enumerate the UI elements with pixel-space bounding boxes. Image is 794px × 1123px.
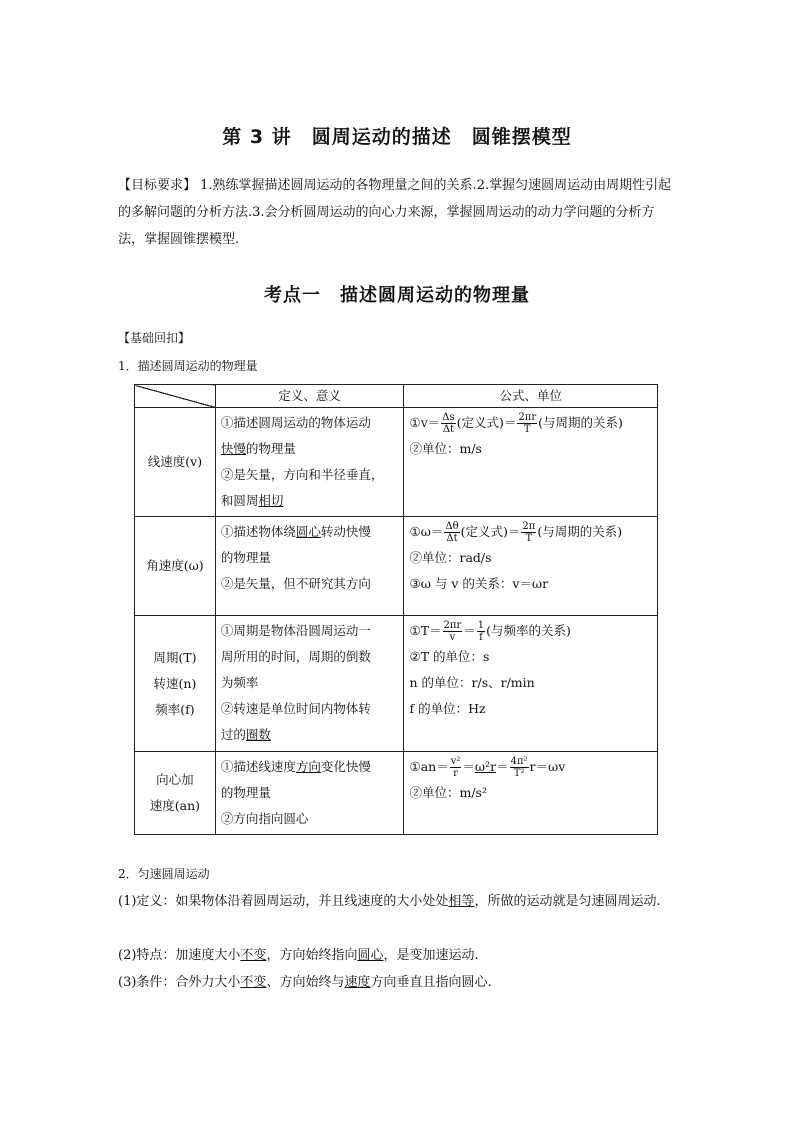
para-text: 方向垂直且指向圆心. — [370, 975, 492, 990]
formula-cell — [404, 616, 658, 752]
table-header-row — [135, 385, 658, 408]
category-angular-velocity: 角速度(ω) — [135, 517, 216, 616]
denominator: Δt — [446, 533, 458, 544]
fraction — [450, 756, 462, 779]
def-text: ②是矢量，但不研究其方向 — [220, 576, 371, 591]
table-row — [135, 408, 658, 517]
para-underlined: 圆心 — [357, 948, 384, 963]
denominator: v — [449, 632, 456, 643]
denominator: T — [525, 533, 533, 544]
uniform-definition — [118, 888, 683, 915]
formula-text: ①v＝ — [409, 415, 441, 430]
formula-cell — [404, 752, 658, 835]
def-text: 的物理量 — [220, 785, 271, 800]
def-text: 的物理量 — [220, 550, 271, 565]
def-text: 和圆周 — [220, 493, 259, 508]
numerator: 2πr — [443, 620, 462, 631]
def-text: ②是矢量，方向和半径垂直， — [220, 467, 384, 482]
def-text: ①周期是物体沿圆周运动一 — [220, 623, 371, 638]
numerator: Δs — [442, 412, 455, 423]
goal-text: 1.熟练掌握描述圆周运动的各物理量之间的关系.2.掌握匀速圆周运动由周期性引起的多解问题的分析方法.3.会分析圆周运动的向心力来源，掌握圆周运动的动力学问题的分析方法，掌握圆锥摆模型. — [118, 178, 672, 247]
def-underlined: 圆心 — [295, 524, 321, 539]
quantities-table — [134, 384, 658, 835]
fraction — [441, 412, 455, 435]
def-underlined: 相切 — [258, 493, 284, 508]
def-underlined: 快慢 — [220, 441, 246, 456]
para-text: ，方向始终指向 — [266, 948, 358, 963]
fraction — [444, 521, 459, 544]
category-rotation-speed: 转速(n) — [153, 675, 197, 691]
table-row — [135, 517, 658, 616]
numerator: v² — [450, 756, 461, 767]
numerator: 2πr — [518, 412, 537, 423]
header-formula: 公式、单位 — [404, 385, 658, 408]
unit-line: ②T 的单位：s — [409, 649, 490, 664]
formula-text: (定义式)＝ — [456, 415, 517, 430]
category-period-frequency — [135, 616, 216, 752]
para-text: 、方向始终与 — [266, 975, 345, 990]
formula-text: ＝ — [463, 623, 476, 638]
para-text: (2)特点：加速度大小 — [118, 948, 241, 963]
formula-text: (与周期的关系) — [537, 524, 623, 539]
formula-text: ＝ — [496, 759, 509, 774]
denominator: f — [479, 632, 483, 643]
para-underlined: 速度 — [344, 975, 371, 990]
para-text: ，是变加速运动. — [383, 948, 479, 963]
category-line: 向心加 — [156, 772, 194, 787]
table-row — [135, 616, 658, 752]
para-underlined: 相等 — [448, 894, 475, 909]
fraction — [517, 412, 537, 435]
def-text: ①描述线速度 — [220, 759, 296, 774]
uniform-features — [118, 942, 683, 969]
category-centripetal-acceleration — [135, 752, 216, 835]
fraction — [477, 620, 485, 643]
heading-uniform-motion: 2．匀速圆周运动 — [118, 867, 210, 881]
def-text: ②转速是单位时间内物体转 — [220, 701, 371, 716]
formula-text: (与周期的关系) — [538, 415, 623, 430]
para-underlined: 不变 — [240, 975, 267, 990]
fraction — [443, 620, 463, 643]
formula-line — [409, 618, 652, 644]
formula-text: ①ω＝ — [409, 524, 444, 539]
denominator: T — [523, 424, 531, 435]
fraction — [521, 521, 536, 544]
uniform-conditions — [118, 969, 683, 996]
def-text: ①描述圆周运动的物体运动 — [220, 415, 371, 430]
numerator: 4π² — [510, 756, 528, 767]
unit-line: f 的单位：Hz — [409, 701, 486, 716]
numerator: 1 — [477, 620, 485, 631]
denominator: T² — [513, 768, 525, 779]
category-period: 周期(T) — [153, 649, 197, 665]
numerator: Δθ — [445, 521, 459, 532]
table-row — [135, 752, 658, 835]
unit-line: ②单位：m/s — [409, 441, 482, 456]
denominator: Δt — [442, 424, 455, 435]
heading-quantities: 1．描述圆周运动的物理量 — [118, 359, 258, 373]
def-text: 的物理量 — [245, 441, 296, 456]
formula-text: ＝ — [462, 759, 475, 774]
category-frequency: 频率(f) — [155, 701, 195, 717]
denominator: r — [453, 768, 458, 779]
def-underlined: 方向 — [295, 759, 321, 774]
relation-line: ③ω 与 v 的关系：v＝ωr — [409, 576, 549, 591]
formula-text: ①T＝ — [409, 623, 442, 638]
goal-label: 【目标要求】 — [118, 178, 197, 193]
def-text: ②方向指向圆心 — [220, 811, 309, 826]
formula-text: ①an＝ — [409, 759, 449, 774]
formula-cell — [404, 517, 658, 616]
formula-underlined: ω²r — [474, 759, 497, 774]
def-text: ①描述物体绕 — [220, 524, 296, 539]
def-underlined: 圈数 — [245, 727, 271, 742]
unit-line: n 的单位：r/s、r/min — [409, 675, 535, 690]
formula-line — [409, 754, 652, 780]
section-title: 考点一 描述圆周运动的物理量 — [264, 285, 530, 306]
category-line: 速度(an) — [149, 798, 201, 813]
para-text: (1)定义：如果物体沿着圆周运动，并且线速度的大小处处 — [118, 894, 449, 909]
definition-cell — [215, 517, 404, 616]
category-linear-velocity: 线速度(v) — [135, 408, 216, 517]
definition-cell — [215, 408, 404, 517]
unit-line: ②单位：rad/s — [409, 550, 492, 565]
def-text: 过的 — [220, 727, 246, 742]
para-text: (3)条件：合外力大小 — [118, 975, 241, 990]
numerator: 2π — [522, 521, 536, 532]
def-text: 转动快慢 — [320, 524, 371, 539]
para-text: ，所做的运动就是匀速圆周运动. — [474, 894, 661, 909]
definition-cell — [215, 752, 404, 835]
def-text: 为频率 — [220, 675, 259, 690]
def-text: 变化快慢 — [320, 759, 371, 774]
formula-cell — [404, 408, 658, 517]
definition-cell — [215, 616, 404, 752]
fraction — [510, 756, 529, 779]
basic-review-tag: 【基础回扣】 — [118, 331, 191, 345]
formula-text: r＝ωv — [529, 759, 566, 774]
formula-line — [409, 410, 652, 436]
header-definition: 定义、意义 — [215, 385, 404, 408]
goal-paragraph — [118, 172, 680, 253]
formula-line — [409, 519, 652, 545]
formula-text: (与频率的关系) — [486, 623, 571, 638]
diagonal-header-cell — [135, 385, 216, 408]
unit-line: ②单位：m/s² — [409, 785, 487, 800]
formula-text: (定义式)＝ — [460, 524, 521, 539]
def-text: 周所用的时间，周期的倒数 — [220, 649, 371, 664]
lesson-title: 第 3 讲 圆周运动的描述 圆锥摆模型 — [222, 126, 572, 148]
para-underlined: 不变 — [240, 948, 267, 963]
